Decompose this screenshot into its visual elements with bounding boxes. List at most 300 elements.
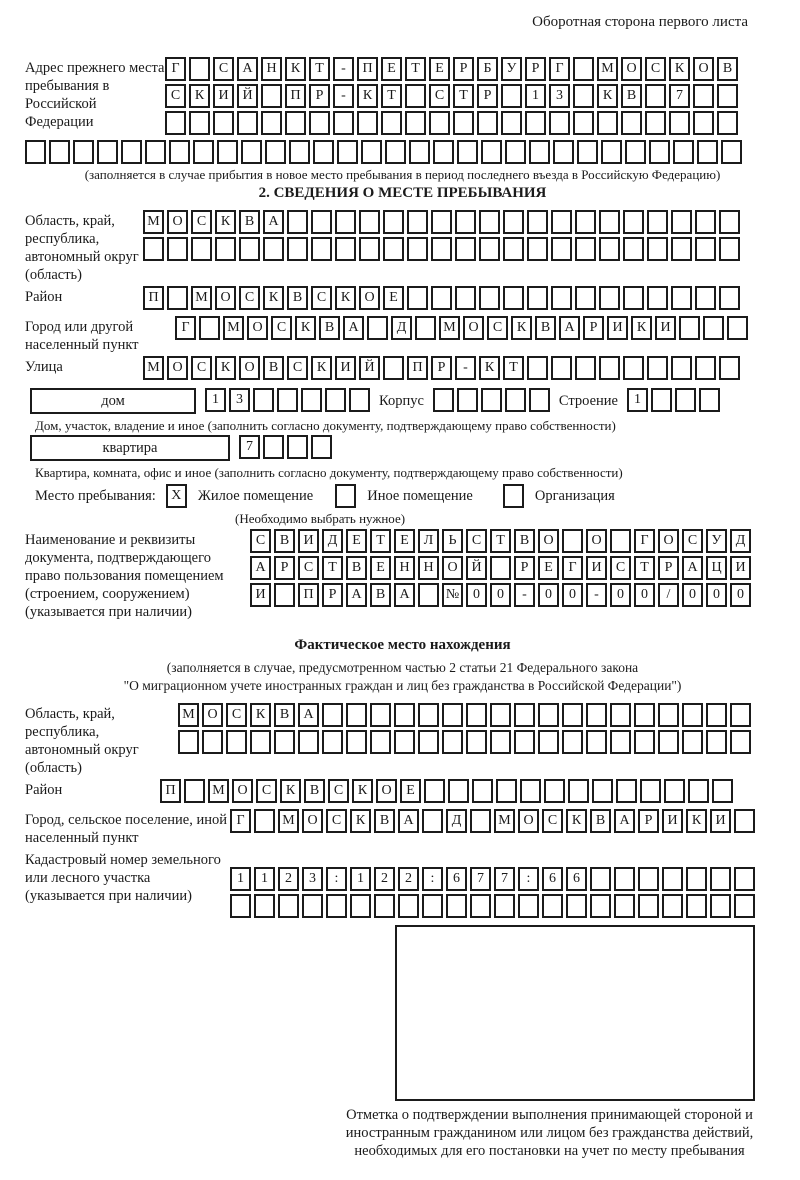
char-cell[interactable]: 6 [446, 867, 467, 891]
char-cell[interactable] [442, 703, 463, 727]
char-cell[interactable]: Т [381, 84, 402, 108]
char-cell[interactable]: И [335, 356, 356, 380]
char-cell[interactable]: 1 [205, 388, 226, 412]
char-cell[interactable]: 0 [538, 583, 559, 607]
char-cell[interactable] [577, 140, 598, 164]
char-cell[interactable]: Е [538, 556, 559, 580]
char-cell[interactable] [647, 286, 668, 310]
char-cell[interactable] [599, 210, 620, 234]
char-cell[interactable] [202, 730, 223, 754]
char-cell[interactable] [289, 140, 310, 164]
char-cell[interactable] [719, 210, 740, 234]
char-cell[interactable] [213, 111, 234, 135]
char-cell[interactable] [592, 779, 613, 803]
char-cell[interactable] [693, 84, 714, 108]
char-cell[interactable] [383, 210, 404, 234]
char-cell[interactable]: К [597, 84, 618, 108]
char-cell[interactable] [529, 140, 550, 164]
char-cell[interactable]: И [298, 529, 319, 553]
char-cell[interactable] [634, 730, 655, 754]
char-cell[interactable]: С [328, 779, 349, 803]
char-cell[interactable] [226, 730, 247, 754]
char-cell[interactable] [418, 583, 439, 607]
char-cell[interactable]: А [346, 583, 367, 607]
char-cell[interactable] [662, 867, 683, 891]
char-cell[interactable] [496, 779, 517, 803]
char-cell[interactable] [446, 894, 467, 918]
char-cell[interactable] [261, 111, 282, 135]
char-cell[interactable]: Т [322, 556, 343, 580]
char-cell[interactable] [442, 730, 463, 754]
char-cell[interactable] [477, 111, 498, 135]
char-cell[interactable]: А [559, 316, 580, 340]
char-cell[interactable]: Т [309, 57, 330, 81]
char-cell[interactable]: Р [274, 556, 295, 580]
char-cell[interactable]: В [514, 529, 535, 553]
char-cell[interactable] [623, 356, 644, 380]
char-cell[interactable] [710, 867, 731, 891]
char-cell[interactable] [562, 730, 583, 754]
char-cell[interactable] [494, 894, 515, 918]
char-cell[interactable] [277, 388, 298, 412]
char-cell[interactable] [418, 730, 439, 754]
char-cell[interactable] [254, 809, 275, 833]
char-cell[interactable]: Т [490, 529, 511, 553]
char-cell[interactable] [241, 140, 262, 164]
char-cell[interactable] [601, 140, 622, 164]
char-cell[interactable]: К [295, 316, 316, 340]
char-cell[interactable]: П [285, 84, 306, 108]
char-cell[interactable] [610, 730, 631, 754]
char-cell[interactable] [394, 730, 415, 754]
char-cell[interactable]: 0 [610, 583, 631, 607]
char-cell[interactable]: М [143, 356, 164, 380]
char-cell[interactable]: 2 [278, 867, 299, 891]
char-cell[interactable]: № [442, 583, 463, 607]
char-cell[interactable] [538, 703, 559, 727]
char-cell[interactable]: 0 [682, 583, 703, 607]
char-cell[interactable]: Т [405, 57, 426, 81]
char-cell[interactable]: А [398, 809, 419, 833]
char-cell[interactable] [568, 779, 589, 803]
char-cell[interactable] [553, 140, 574, 164]
char-cell[interactable]: К [631, 316, 652, 340]
char-cell[interactable] [457, 388, 478, 412]
char-cell[interactable]: С [239, 286, 260, 310]
char-cell[interactable] [551, 356, 572, 380]
char-cell[interactable] [254, 894, 275, 918]
char-cell[interactable] [145, 140, 166, 164]
char-cell[interactable] [407, 286, 428, 310]
char-cell[interactable] [274, 583, 295, 607]
char-cell[interactable] [597, 111, 618, 135]
char-cell[interactable]: 3 [549, 84, 570, 108]
char-cell[interactable] [575, 286, 596, 310]
char-cell[interactable]: - [455, 356, 476, 380]
char-cell[interactable]: С [191, 356, 212, 380]
char-cell[interactable]: Р [638, 809, 659, 833]
char-cell[interactable]: Т [634, 556, 655, 580]
char-cell[interactable]: П [407, 356, 428, 380]
char-cell[interactable] [301, 388, 322, 412]
char-cell[interactable]: 2 [374, 867, 395, 891]
char-cell[interactable] [710, 894, 731, 918]
char-cell[interactable] [501, 84, 522, 108]
char-cell[interactable]: 0 [490, 583, 511, 607]
char-cell[interactable]: К [189, 84, 210, 108]
char-cell[interactable]: А [298, 703, 319, 727]
char-cell[interactable] [695, 356, 716, 380]
char-cell[interactable] [505, 140, 526, 164]
char-cell[interactable]: В [370, 583, 391, 607]
char-cell[interactable] [429, 111, 450, 135]
char-cell[interactable]: О [302, 809, 323, 833]
char-cell[interactable] [503, 237, 524, 261]
char-cell[interactable]: К [357, 84, 378, 108]
char-cell[interactable] [311, 210, 332, 234]
char-cell[interactable] [614, 867, 635, 891]
char-cell[interactable]: Г [230, 809, 251, 833]
char-cell[interactable]: Т [503, 356, 524, 380]
char-cell[interactable]: С [271, 316, 292, 340]
char-cell[interactable]: У [501, 57, 522, 81]
char-cell[interactable]: 7 [669, 84, 690, 108]
char-cell[interactable]: Д [322, 529, 343, 553]
char-cell[interactable]: С [610, 556, 631, 580]
char-cell[interactable]: М [494, 809, 515, 833]
char-cell[interactable] [383, 237, 404, 261]
char-cell[interactable]: А [263, 210, 284, 234]
char-cell[interactable]: 3 [302, 867, 323, 891]
char-cell[interactable]: С [165, 84, 186, 108]
char-cell[interactable]: И [710, 809, 731, 833]
char-cell[interactable] [265, 140, 286, 164]
char-cell[interactable] [472, 779, 493, 803]
char-cell[interactable] [634, 703, 655, 727]
char-cell[interactable] [693, 111, 714, 135]
char-cell[interactable] [640, 779, 661, 803]
char-cell[interactable]: О [463, 316, 484, 340]
char-cell[interactable] [455, 286, 476, 310]
char-cell[interactable]: Л [418, 529, 439, 553]
char-cell[interactable]: 1 [230, 867, 251, 891]
char-cell[interactable]: О [693, 57, 714, 81]
char-cell[interactable]: М [223, 316, 244, 340]
char-cell[interactable]: К [350, 809, 371, 833]
char-cell[interactable] [217, 140, 238, 164]
char-cell[interactable]: С [311, 286, 332, 310]
char-cell[interactable] [490, 730, 511, 754]
char-cell[interactable] [433, 140, 454, 164]
char-cell[interactable] [311, 237, 332, 261]
char-cell[interactable] [169, 140, 190, 164]
char-cell[interactable] [274, 730, 295, 754]
char-cell[interactable] [359, 210, 380, 234]
char-cell[interactable] [527, 210, 548, 234]
char-cell[interactable]: 7 [470, 867, 491, 891]
char-cell[interactable]: Р [322, 583, 343, 607]
char-cell[interactable]: Т [370, 529, 391, 553]
char-cell[interactable] [686, 867, 707, 891]
char-cell[interactable] [734, 867, 755, 891]
char-cell[interactable] [287, 435, 308, 459]
char-cell[interactable]: : [422, 867, 443, 891]
char-cell[interactable] [431, 237, 452, 261]
char-cell[interactable] [616, 779, 637, 803]
char-cell[interactable] [575, 237, 596, 261]
char-cell[interactable]: Н [418, 556, 439, 580]
char-cell[interactable]: К [511, 316, 532, 340]
char-cell[interactable] [189, 57, 210, 81]
char-cell[interactable] [501, 111, 522, 135]
char-cell[interactable] [407, 210, 428, 234]
char-cell[interactable]: 0 [562, 583, 583, 607]
char-cell[interactable]: Т [453, 84, 474, 108]
char-cell[interactable]: 6 [566, 867, 587, 891]
char-cell[interactable] [549, 111, 570, 135]
char-cell[interactable] [285, 111, 306, 135]
house-type-box[interactable]: дом [30, 388, 196, 414]
char-cell[interactable] [73, 140, 94, 164]
char-cell[interactable] [527, 237, 548, 261]
char-cell[interactable] [610, 703, 631, 727]
char-cell[interactable]: 2 [398, 867, 419, 891]
char-cell[interactable]: 0 [730, 583, 751, 607]
char-cell[interactable]: О [518, 809, 539, 833]
char-cell[interactable]: Р [583, 316, 604, 340]
char-cell[interactable]: М [191, 286, 212, 310]
apartment-type-box[interactable]: квартира [30, 435, 230, 461]
char-cell[interactable]: В [304, 779, 325, 803]
char-cell[interactable] [697, 140, 718, 164]
char-cell[interactable]: О [239, 356, 260, 380]
char-cell[interactable] [730, 730, 751, 754]
char-cell[interactable]: Р [477, 84, 498, 108]
char-cell[interactable]: И [730, 556, 751, 580]
char-cell[interactable] [599, 286, 620, 310]
char-cell[interactable] [357, 111, 378, 135]
char-cell[interactable] [165, 111, 186, 135]
char-cell[interactable]: С [191, 210, 212, 234]
char-cell[interactable]: Д [446, 809, 467, 833]
char-cell[interactable]: О [538, 529, 559, 553]
char-cell[interactable] [167, 286, 188, 310]
char-cell[interactable] [542, 894, 563, 918]
char-cell[interactable]: С [645, 57, 666, 81]
char-cell[interactable] [490, 703, 511, 727]
char-cell[interactable] [573, 111, 594, 135]
char-cell[interactable]: С [429, 84, 450, 108]
char-cell[interactable] [575, 356, 596, 380]
char-cell[interactable] [263, 435, 284, 459]
char-cell[interactable]: С [213, 57, 234, 81]
char-cell[interactable]: М [178, 703, 199, 727]
char-cell[interactable]: С [542, 809, 563, 833]
char-cell[interactable] [370, 730, 391, 754]
char-cell[interactable] [322, 703, 343, 727]
char-cell[interactable] [407, 237, 428, 261]
char-cell[interactable]: В [274, 529, 295, 553]
char-cell[interactable] [505, 388, 526, 412]
char-cell[interactable]: И [655, 316, 676, 340]
char-cell[interactable] [638, 867, 659, 891]
char-cell[interactable] [466, 703, 487, 727]
char-cell[interactable]: 1 [525, 84, 546, 108]
char-cell[interactable]: Й [237, 84, 258, 108]
char-cell[interactable] [551, 237, 572, 261]
char-cell[interactable]: О [376, 779, 397, 803]
char-cell[interactable] [599, 237, 620, 261]
char-cell[interactable]: В [590, 809, 611, 833]
char-cell[interactable] [178, 730, 199, 754]
char-cell[interactable] [193, 140, 214, 164]
char-cell[interactable] [529, 388, 550, 412]
char-cell[interactable] [527, 286, 548, 310]
char-cell[interactable] [658, 703, 679, 727]
char-cell[interactable]: Р [514, 556, 535, 580]
char-cell[interactable]: А [250, 556, 271, 580]
char-cell[interactable] [457, 140, 478, 164]
char-cell[interactable]: С [298, 556, 319, 580]
char-cell[interactable] [326, 894, 347, 918]
char-cell[interactable]: Е [381, 57, 402, 81]
char-cell[interactable] [199, 316, 220, 340]
char-cell[interactable] [721, 140, 742, 164]
char-cell[interactable]: И [586, 556, 607, 580]
char-cell[interactable] [398, 894, 419, 918]
char-cell[interactable] [719, 286, 740, 310]
char-cell[interactable] [424, 779, 445, 803]
char-cell[interactable] [706, 730, 727, 754]
char-cell[interactable] [717, 111, 738, 135]
char-cell[interactable] [695, 237, 716, 261]
char-cell[interactable]: - [586, 583, 607, 607]
char-cell[interactable]: П [160, 779, 181, 803]
char-cell[interactable] [599, 356, 620, 380]
char-cell[interactable]: А [237, 57, 258, 81]
char-cell[interactable] [490, 556, 511, 580]
char-cell[interactable] [706, 703, 727, 727]
char-cell[interactable] [337, 140, 358, 164]
char-cell[interactable] [695, 286, 716, 310]
char-cell[interactable]: Н [261, 57, 282, 81]
char-cell[interactable] [538, 730, 559, 754]
char-cell[interactable]: П [143, 286, 164, 310]
char-cell[interactable] [610, 529, 631, 553]
char-cell[interactable]: : [326, 867, 347, 891]
char-cell[interactable] [671, 286, 692, 310]
char-cell[interactable] [520, 779, 541, 803]
char-cell[interactable] [394, 703, 415, 727]
char-cell[interactable]: Г [634, 529, 655, 553]
char-cell[interactable] [409, 140, 430, 164]
char-cell[interactable]: 1 [350, 867, 371, 891]
char-cell[interactable] [261, 84, 282, 108]
char-cell[interactable]: Е [370, 556, 391, 580]
char-cell[interactable]: С [250, 529, 271, 553]
char-cell[interactable] [287, 210, 308, 234]
char-cell[interactable] [346, 703, 367, 727]
char-cell[interactable]: А [343, 316, 364, 340]
char-cell[interactable] [189, 111, 210, 135]
char-cell[interactable]: С [226, 703, 247, 727]
char-cell[interactable] [418, 703, 439, 727]
char-cell[interactable] [551, 286, 572, 310]
char-cell[interactable] [586, 703, 607, 727]
char-cell[interactable] [49, 140, 70, 164]
char-cell[interactable] [586, 730, 607, 754]
char-cell[interactable] [253, 388, 274, 412]
char-cell[interactable] [466, 730, 487, 754]
char-cell[interactable] [671, 356, 692, 380]
char-cell[interactable] [230, 894, 251, 918]
char-cell[interactable] [727, 316, 748, 340]
char-cell[interactable] [191, 237, 212, 261]
char-cell[interactable] [143, 237, 164, 261]
char-cell[interactable]: К [250, 703, 271, 727]
char-cell[interactable] [455, 237, 476, 261]
char-cell[interactable]: Г [165, 57, 186, 81]
char-cell[interactable]: К [311, 356, 332, 380]
char-cell[interactable] [544, 779, 565, 803]
char-cell[interactable] [518, 894, 539, 918]
char-cell[interactable]: - [333, 84, 354, 108]
char-cell[interactable] [662, 894, 683, 918]
char-cell[interactable] [350, 894, 371, 918]
char-cell[interactable]: Р [453, 57, 474, 81]
char-cell[interactable] [479, 210, 500, 234]
char-cell[interactable]: О [167, 356, 188, 380]
char-cell[interactable]: О [247, 316, 268, 340]
char-cell[interactable] [309, 111, 330, 135]
char-cell[interactable] [405, 84, 426, 108]
char-cell[interactable]: Е [400, 779, 421, 803]
char-cell[interactable] [237, 111, 258, 135]
char-cell[interactable] [503, 210, 524, 234]
char-cell[interactable] [664, 779, 685, 803]
char-cell[interactable]: О [586, 529, 607, 553]
char-cell[interactable] [686, 894, 707, 918]
char-cell[interactable] [625, 140, 646, 164]
char-cell[interactable] [623, 237, 644, 261]
char-cell[interactable]: / [658, 583, 679, 607]
char-cell[interactable]: С [466, 529, 487, 553]
char-cell[interactable] [422, 809, 443, 833]
char-cell[interactable] [514, 730, 535, 754]
char-cell[interactable]: Е [383, 286, 404, 310]
char-cell[interactable] [671, 210, 692, 234]
char-cell[interactable] [431, 210, 452, 234]
char-cell[interactable] [346, 730, 367, 754]
char-cell[interactable] [370, 703, 391, 727]
char-cell[interactable]: Г [175, 316, 196, 340]
char-cell[interactable] [673, 140, 694, 164]
char-cell[interactable]: О [359, 286, 380, 310]
char-cell[interactable] [215, 237, 236, 261]
char-cell[interactable] [647, 356, 668, 380]
char-cell[interactable] [719, 356, 740, 380]
char-cell[interactable]: О [621, 57, 642, 81]
char-cell[interactable] [503, 286, 524, 310]
char-cell[interactable] [658, 730, 679, 754]
char-cell[interactable] [514, 703, 535, 727]
char-cell[interactable] [385, 140, 406, 164]
char-cell[interactable]: О [167, 210, 188, 234]
char-cell[interactable] [562, 703, 583, 727]
char-cell[interactable] [590, 894, 611, 918]
char-cell[interactable]: В [287, 286, 308, 310]
char-cell[interactable] [455, 210, 476, 234]
